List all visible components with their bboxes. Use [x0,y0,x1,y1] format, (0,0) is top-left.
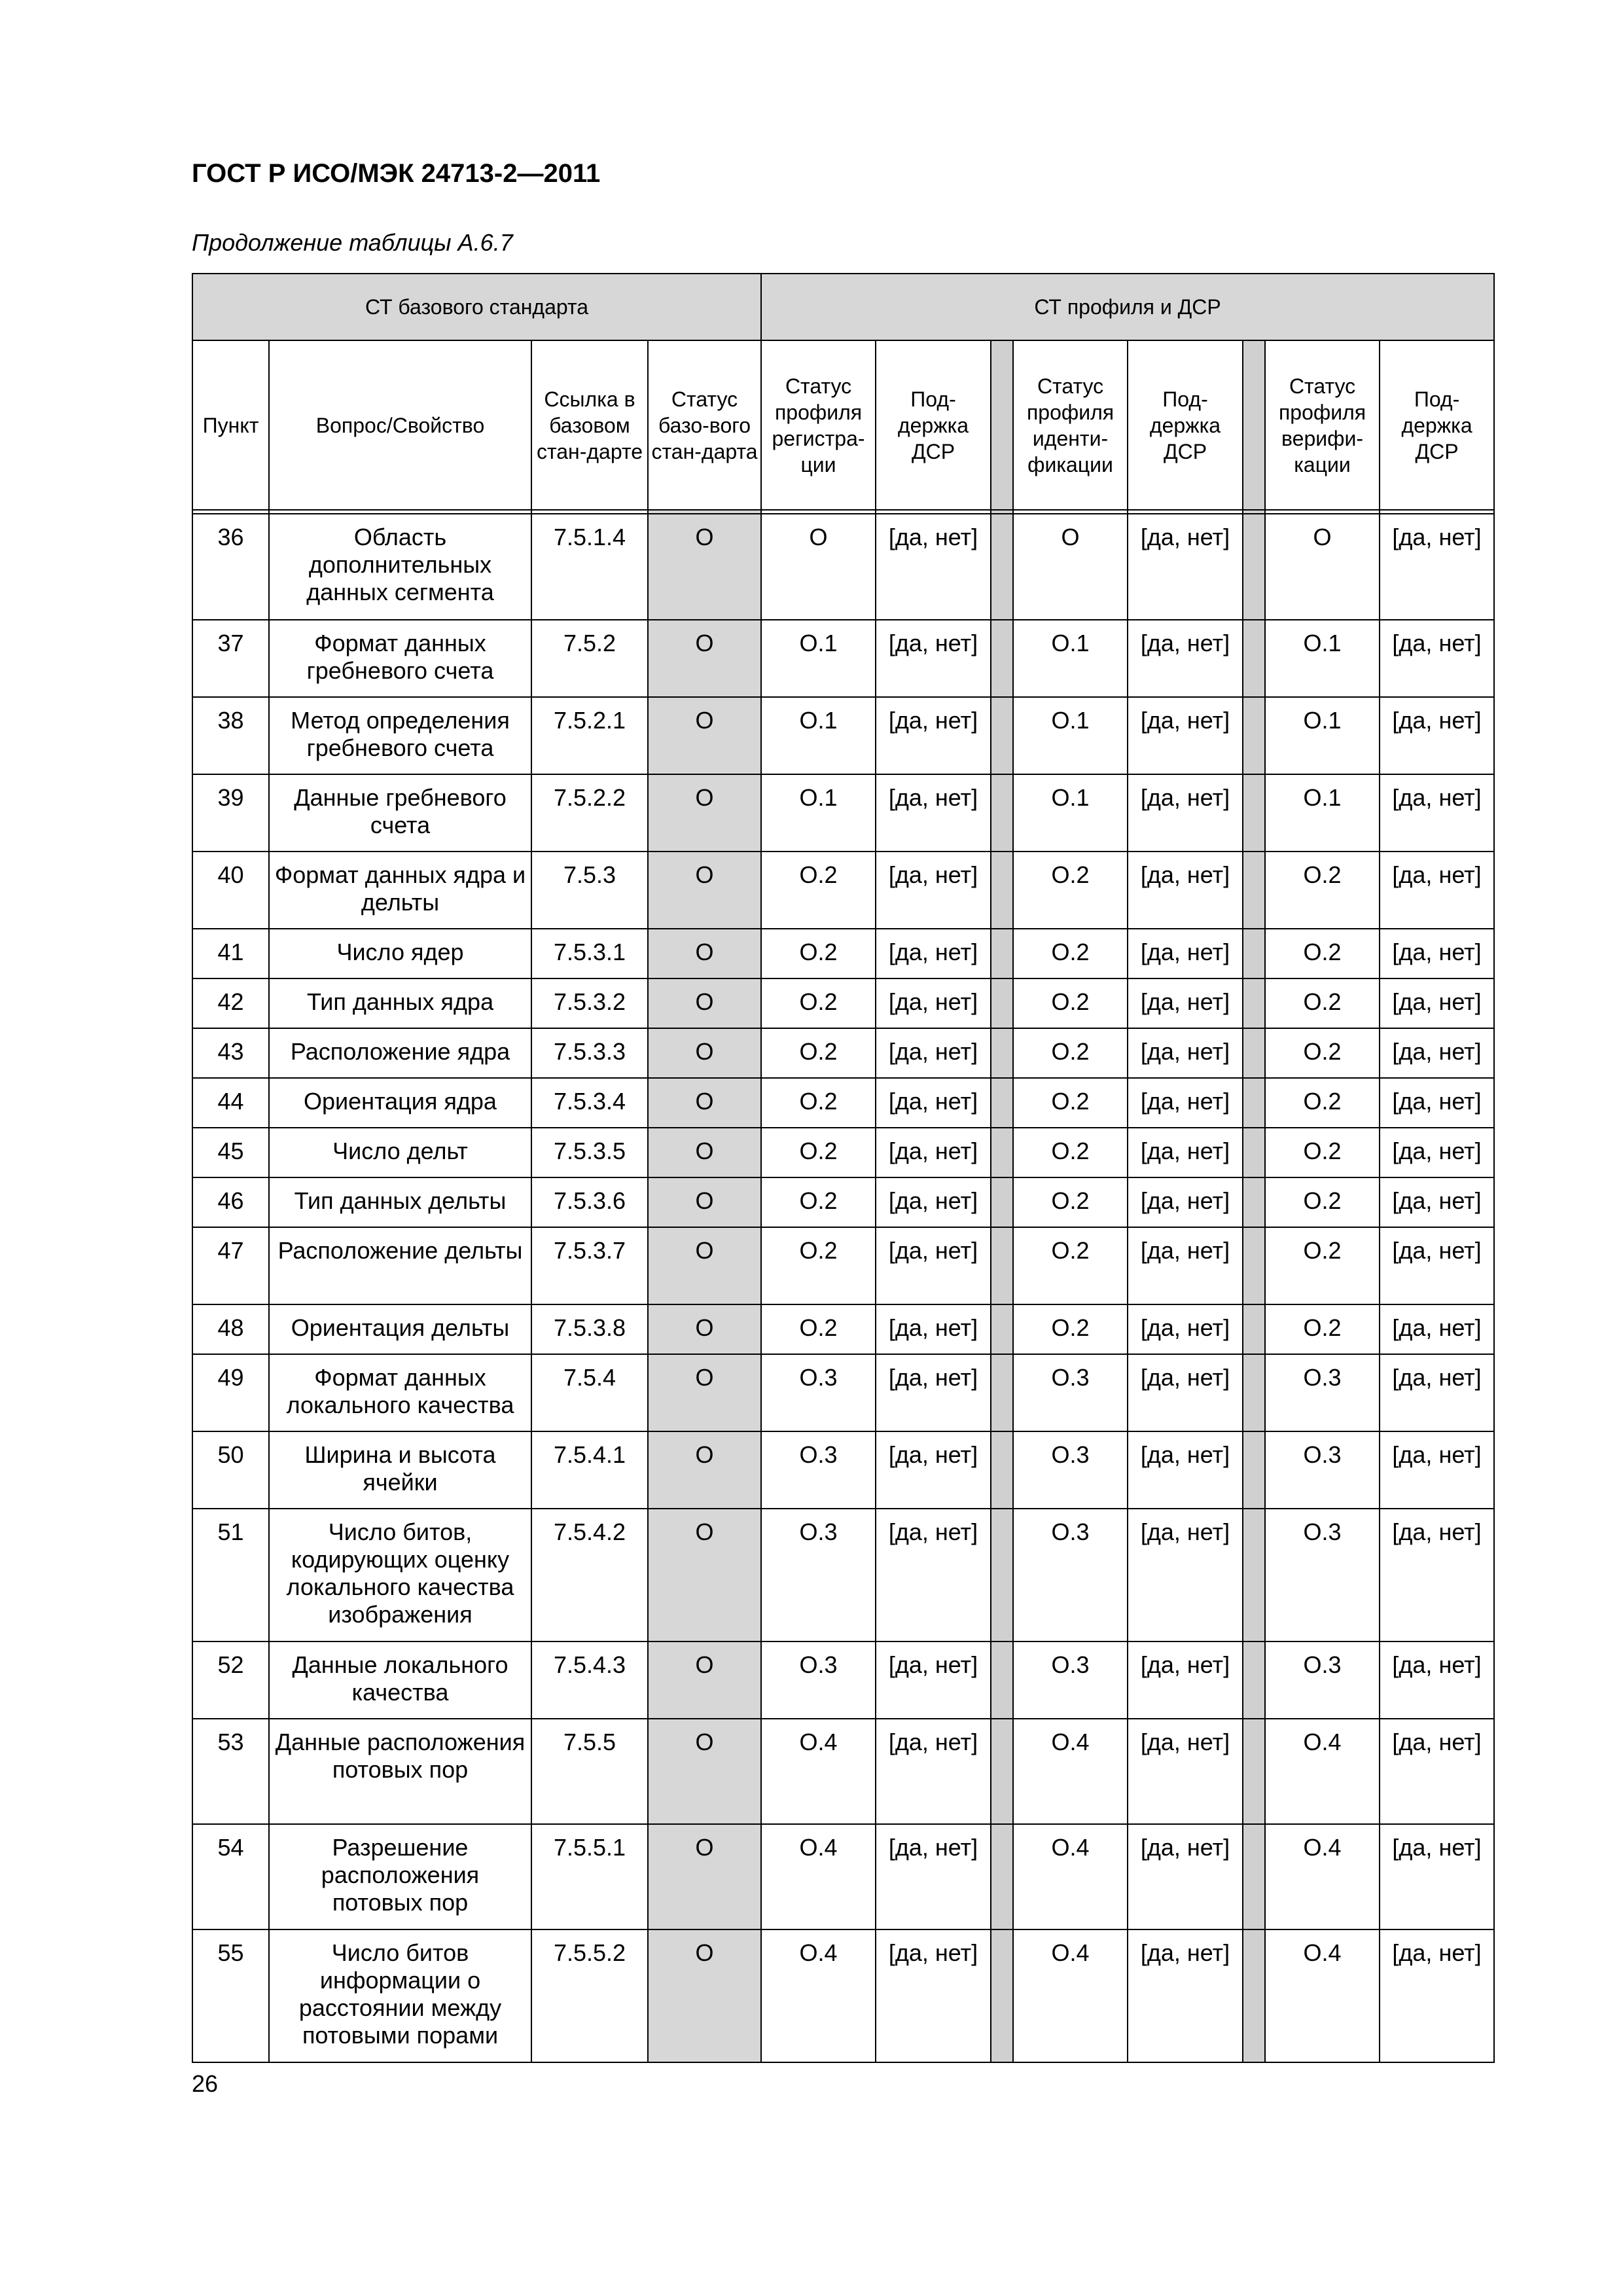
cell-spacer [1243,1304,1265,1354]
cell-spacer [1243,1227,1265,1304]
cell-spacer [1243,697,1265,774]
cell-base-status: O [648,620,761,697]
document-title: ГОСТ Р ИСО/МЭК 24713-2—2011 [192,159,601,188]
cell-item: 44 [192,1078,269,1128]
cell-ref: 7.5.1.4 [531,514,648,620]
cell-reg-support: [да, нет] [876,1354,991,1431]
cell-item: 55 [192,1929,269,2062]
cell-ref: 7.5.4 [531,1354,648,1431]
cell-ver-support: [да, нет] [1380,1227,1494,1304]
cell-id-support: [да, нет] [1128,697,1243,774]
cell-id-support: [да, нет] [1128,620,1243,697]
cell-item: 54 [192,1824,269,1929]
cell-ver-support: [да, нет] [1380,1431,1494,1509]
cell-spacer [991,1509,1013,1641]
cell-item: 37 [192,620,269,697]
cell-base-status: O [648,1028,761,1078]
cell-reg-support: [да, нет] [876,620,991,697]
table-row [192,1128,1494,1177]
table-row [192,1929,1494,2062]
cell-ver-support: [да, нет] [1380,1354,1494,1431]
table-row [192,1028,1494,1078]
cell-spacer [1243,620,1265,697]
cell-id-status: O.4 [1013,1719,1128,1824]
cell-ref: 7.5.2 [531,620,648,697]
cell-base-status: O [648,697,761,774]
cell-id-support: [да, нет] [1128,774,1243,852]
cell-base-status: O [648,1304,761,1354]
cell-ver-status: O.2 [1265,1177,1380,1227]
cell-spacer [991,1227,1013,1304]
cell-question: Метод определения гребневого счета [269,697,531,774]
col-spacer [991,340,1013,510]
cell-reg-support: [да, нет] [876,1227,991,1304]
cell-spacer [1243,1509,1265,1641]
cell-item: 49 [192,1354,269,1431]
cell-question: Расположение ядра [269,1028,531,1078]
cell-base-status: O [648,1929,761,2062]
cell-item: 51 [192,1509,269,1641]
cell-spacer [1243,1177,1265,1227]
cell-ref: 7.5.4.3 [531,1641,648,1719]
cell-item: 40 [192,852,269,929]
cell-item: 36 [192,514,269,620]
cell-question: Тип данных дельты [269,1177,531,1227]
cell-ver-status: O.1 [1265,697,1380,774]
cell-spacer [1243,978,1265,1028]
cell-ref: 7.5.3.7 [531,1227,648,1304]
cell-id-status: O.2 [1013,1028,1128,1078]
cell-id-status: O.2 [1013,929,1128,978]
cell-base-status: O [648,1509,761,1641]
cell-item: 47 [192,1227,269,1304]
cell-ver-status: O.2 [1265,1227,1380,1304]
cell-spacer [991,697,1013,774]
cell-spacer [991,978,1013,1028]
cell-reg-status: O.3 [761,1641,876,1719]
cell-question: Число битов, кодирующих оценку локального качества изображения [269,1509,531,1641]
col-header-id-status: Статус профиля иденти-фикации [1013,340,1128,510]
cell-ver-support: [да, нет] [1380,774,1494,852]
cell-reg-status: O [761,514,876,620]
cell-ver-support: [да, нет] [1380,1824,1494,1929]
cell-question: Формат данных локального качества [269,1354,531,1431]
cell-ver-status: O.2 [1265,929,1380,978]
table-row [192,1719,1494,1824]
cell-id-status: O.2 [1013,852,1128,929]
cell-reg-status: O.1 [761,620,876,697]
cell-id-status: O.2 [1013,978,1128,1028]
cell-question: Ориентация ядра [269,1078,531,1128]
cell-item: 50 [192,1431,269,1509]
cell-id-support: [да, нет] [1128,1431,1243,1509]
cell-ver-status: O.1 [1265,774,1380,852]
cell-base-status: O [648,1227,761,1304]
cell-id-support: [да, нет] [1128,1078,1243,1128]
cell-ver-support: [да, нет] [1380,1177,1494,1227]
cell-ver-status: O.3 [1265,1431,1380,1509]
cell-spacer [991,852,1013,929]
table-row [192,1824,1494,1929]
cell-spacer [1243,1824,1265,1929]
cell-ver-support: [да, нет] [1380,1509,1494,1641]
cell-ref: 7.5.3 [531,852,648,929]
cell-question: Расположение дельты [269,1227,531,1304]
cell-spacer [1243,852,1265,929]
cell-id-status: O.4 [1013,1824,1128,1929]
cell-base-status: O [648,1354,761,1431]
cell-base-status: O [648,1641,761,1719]
group-header-profile: СТ профиля и ДСР [761,274,1494,340]
col-header-reg-status: Статус профиля регистра-ции [761,340,876,510]
table-row [192,1177,1494,1227]
cell-id-status: O.3 [1013,1641,1128,1719]
cell-ref: 7.5.3.1 [531,929,648,978]
cell-item: 48 [192,1304,269,1354]
table-row [192,929,1494,978]
table-row [192,1509,1494,1641]
cell-ver-support: [да, нет] [1380,978,1494,1028]
cell-id-support: [да, нет] [1128,1824,1243,1929]
cell-spacer [991,1929,1013,2062]
cell-ver-status: O.2 [1265,1028,1380,1078]
cell-id-status: O.2 [1013,1128,1128,1177]
cell-spacer [991,1028,1013,1078]
cell-id-status: O.1 [1013,697,1128,774]
cell-reg-support: [да, нет] [876,1177,991,1227]
cell-reg-status: O.4 [761,1719,876,1824]
col-header-ref: Ссылка в базовом стан-дарте [531,340,648,510]
col-header-item: Пункт [192,340,269,510]
cell-spacer [991,929,1013,978]
cell-ver-status: O.4 [1265,1824,1380,1929]
cell-id-support: [да, нет] [1128,1304,1243,1354]
cell-reg-support: [да, нет] [876,1304,991,1354]
cell-base-status: O [648,514,761,620]
table-row [192,1641,1494,1719]
cell-ver-support: [да, нет] [1380,697,1494,774]
cell-base-status: O [648,1128,761,1177]
cell-spacer [1243,1929,1265,2062]
cell-ver-support: [да, нет] [1380,620,1494,697]
cell-id-status: O [1013,514,1128,620]
cell-item: 43 [192,1028,269,1078]
cell-id-status: O.2 [1013,1227,1128,1304]
col-header-base-status: Статус базо-вого стан-дарта [648,340,761,510]
cell-item: 39 [192,774,269,852]
cell-id-support: [да, нет] [1128,514,1243,620]
cell-reg-status: O.1 [761,697,876,774]
cell-ver-status: O.3 [1265,1354,1380,1431]
cell-item: 52 [192,1641,269,1719]
cell-reg-support: [да, нет] [876,514,991,620]
cell-ver-status: O [1265,514,1380,620]
cell-reg-status: O.2 [761,1227,876,1304]
cell-base-status: O [648,1719,761,1824]
cell-spacer [1243,1641,1265,1719]
cell-reg-support: [да, нет] [876,852,991,929]
cell-item: 46 [192,1177,269,1227]
page-number: 26 [192,2070,219,2097]
conformance-table [192,273,1495,2063]
cell-reg-status: O.2 [761,852,876,929]
cell-base-status: O [648,978,761,1028]
cell-question: Ориентация дельты [269,1304,531,1354]
cell-reg-support: [да, нет] [876,1824,991,1929]
cell-ver-support: [да, нет] [1380,852,1494,929]
cell-spacer [991,514,1013,620]
cell-spacer [991,1177,1013,1227]
cell-spacer [1243,1078,1265,1128]
table-row [192,774,1494,852]
cell-id-support: [да, нет] [1128,1028,1243,1078]
cell-question: Область дополнительных данных сегмента [269,514,531,620]
cell-id-support: [да, нет] [1128,1641,1243,1719]
cell-item: 38 [192,697,269,774]
cell-reg-support: [да, нет] [876,929,991,978]
table-row [192,1304,1494,1354]
cell-id-status: O.1 [1013,620,1128,697]
cell-ref: 7.5.5.1 [531,1824,648,1929]
cell-ver-support: [да, нет] [1380,1641,1494,1719]
cell-id-status: O.4 [1013,1929,1128,2062]
cell-reg-support: [да, нет] [876,1719,991,1824]
cell-reg-status: O.3 [761,1354,876,1431]
cell-reg-support: [да, нет] [876,978,991,1028]
cell-reg-status: O.3 [761,1509,876,1641]
cell-ref: 7.5.4.2 [531,1509,648,1641]
cell-reg-status: O.2 [761,1304,876,1354]
group-header-base: СТ базового стандарта [192,274,761,340]
cell-item: 42 [192,978,269,1028]
cell-reg-support: [да, нет] [876,1641,991,1719]
cell-id-support: [да, нет] [1128,978,1243,1028]
cell-reg-support: [да, нет] [876,774,991,852]
cell-ver-status: O.2 [1265,1304,1380,1354]
cell-reg-status: O.4 [761,1929,876,2062]
cell-ref: 7.5.3.2 [531,978,648,1028]
cell-reg-status: O.2 [761,1128,876,1177]
col-header-question: Вопрос/Свойство [269,340,531,510]
cell-question: Число ядер [269,929,531,978]
cell-base-status: O [648,774,761,852]
cell-ref: 7.5.2.1 [531,697,648,774]
table-caption: Продолжение таблицы А.6.7 [192,229,513,256]
cell-id-support: [да, нет] [1128,929,1243,978]
cell-ref: 7.5.4.1 [531,1431,648,1509]
cell-base-status: O [648,929,761,978]
table-row [192,978,1494,1028]
cell-reg-support: [да, нет] [876,1929,991,2062]
cell-reg-status: O.2 [761,1028,876,1078]
cell-spacer [1243,1431,1265,1509]
cell-ref: 7.5.3.4 [531,1078,648,1128]
cell-question: Ширина и высота ячейки [269,1431,531,1509]
cell-reg-status: O.2 [761,1177,876,1227]
cell-base-status: O [648,1078,761,1128]
cell-ref: 7.5.5 [531,1719,648,1824]
table-row [192,852,1494,929]
cell-base-status: O [648,852,761,929]
cell-spacer [991,620,1013,697]
table-row [192,697,1494,774]
cell-ver-status: O.2 [1265,1128,1380,1177]
cell-ver-status: O.4 [1265,1929,1380,2062]
cell-ver-support: [да, нет] [1380,1719,1494,1824]
cell-reg-support: [да, нет] [876,1028,991,1078]
cell-spacer [991,1719,1013,1824]
cell-question: Формат данных гребневого счета [269,620,531,697]
cell-ref: 7.5.3.3 [531,1028,648,1078]
cell-id-support: [да, нет] [1128,1929,1243,2062]
cell-ver-support: [да, нет] [1380,1028,1494,1078]
cell-id-status: O.2 [1013,1177,1128,1227]
cell-question: Тип данных ядра [269,978,531,1028]
cell-reg-support: [да, нет] [876,1128,991,1177]
cell-id-status: O.1 [1013,774,1128,852]
cell-question: Данные локального качества [269,1641,531,1719]
cell-ref: 7.5.3.8 [531,1304,648,1354]
cell-reg-status: O.2 [761,929,876,978]
col-header-ver-status: Статус профиля верифи-кации [1265,340,1380,510]
cell-question: Разрешение расположения потовых пор [269,1824,531,1929]
cell-item: 53 [192,1719,269,1824]
cell-spacer [991,1128,1013,1177]
cell-ver-support: [да, нет] [1380,1128,1494,1177]
cell-ver-support: [да, нет] [1380,1078,1494,1128]
cell-id-support: [да, нет] [1128,1354,1243,1431]
cell-id-support: [да, нет] [1128,1509,1243,1641]
cell-ver-status: O.3 [1265,1509,1380,1641]
col-header-id-support: Под-держка ДСР [1128,340,1243,510]
cell-reg-support: [да, нет] [876,1431,991,1509]
cell-spacer [991,1354,1013,1431]
cell-ver-status: O.4 [1265,1719,1380,1824]
cell-base-status: O [648,1177,761,1227]
table-row [192,1431,1494,1509]
cell-spacer [1243,1354,1265,1431]
cell-question: Данные расположения потовых пор [269,1719,531,1824]
cell-spacer [1243,774,1265,852]
col-header-reg-support: Под-держка ДСР [876,340,991,510]
cell-reg-status: O.1 [761,774,876,852]
cell-question: Данные гребневого счета [269,774,531,852]
cell-id-support: [да, нет] [1128,1719,1243,1824]
cell-ver-support: [да, нет] [1380,1304,1494,1354]
cell-id-support: [да, нет] [1128,1177,1243,1227]
cell-id-support: [да, нет] [1128,1128,1243,1177]
cell-ver-support: [да, нет] [1380,929,1494,978]
cell-spacer [1243,1128,1265,1177]
cell-base-status: O [648,1824,761,1929]
table-row [192,1227,1494,1304]
cell-reg-status: O.4 [761,1824,876,1929]
cell-id-support: [да, нет] [1128,852,1243,929]
cell-ver-support: [да, нет] [1380,1929,1494,2062]
table-row [192,514,1494,620]
cell-spacer [991,774,1013,852]
cell-question: Число битов информации о расстоянии между потовыми порами [269,1929,531,2062]
cell-id-status: O.2 [1013,1304,1128,1354]
cell-id-status: O.2 [1013,1078,1128,1128]
cell-ref: 7.5.5.2 [531,1929,648,2062]
col-header-ver-support: Под-держка ДСР [1380,340,1494,510]
cell-reg-status: O.2 [761,978,876,1028]
cell-question: Число дельт [269,1128,531,1177]
cell-ver-support: [да, нет] [1380,514,1494,620]
cell-id-support: [да, нет] [1128,1227,1243,1304]
cell-spacer [991,1431,1013,1509]
cell-base-status: O [648,1431,761,1509]
cell-ver-status: O.2 [1265,852,1380,929]
cell-reg-support: [да, нет] [876,1078,991,1128]
cell-reg-status: O.3 [761,1431,876,1509]
cell-ref: 7.5.3.5 [531,1128,648,1177]
cell-item: 45 [192,1128,269,1177]
cell-spacer [1243,1719,1265,1824]
cell-item: 41 [192,929,269,978]
table-row [192,620,1494,697]
cell-id-status: O.3 [1013,1509,1128,1641]
cell-id-status: O.3 [1013,1354,1128,1431]
cell-ver-status: O.2 [1265,1078,1380,1128]
cell-reg-status: O.2 [761,1078,876,1128]
cell-ver-status: O.2 [1265,978,1380,1028]
cell-question: Формат данных ядра и дельты [269,852,531,929]
cell-spacer [1243,514,1265,620]
cell-id-status: O.3 [1013,1431,1128,1509]
cell-ref: 7.5.3.6 [531,1177,648,1227]
cell-spacer [1243,929,1265,978]
cell-ref: 7.5.2.2 [531,774,648,852]
table-row [192,1078,1494,1128]
table-row [192,1354,1494,1431]
cell-ver-status: O.1 [1265,620,1380,697]
cell-ver-status: O.3 [1265,1641,1380,1719]
col-spacer [1243,340,1265,510]
cell-spacer [991,1078,1013,1128]
cell-reg-support: [да, нет] [876,697,991,774]
cell-spacer [991,1641,1013,1719]
cell-spacer [1243,1028,1265,1078]
cell-reg-support: [да, нет] [876,1509,991,1641]
cell-spacer [991,1304,1013,1354]
cell-spacer [991,1824,1013,1929]
